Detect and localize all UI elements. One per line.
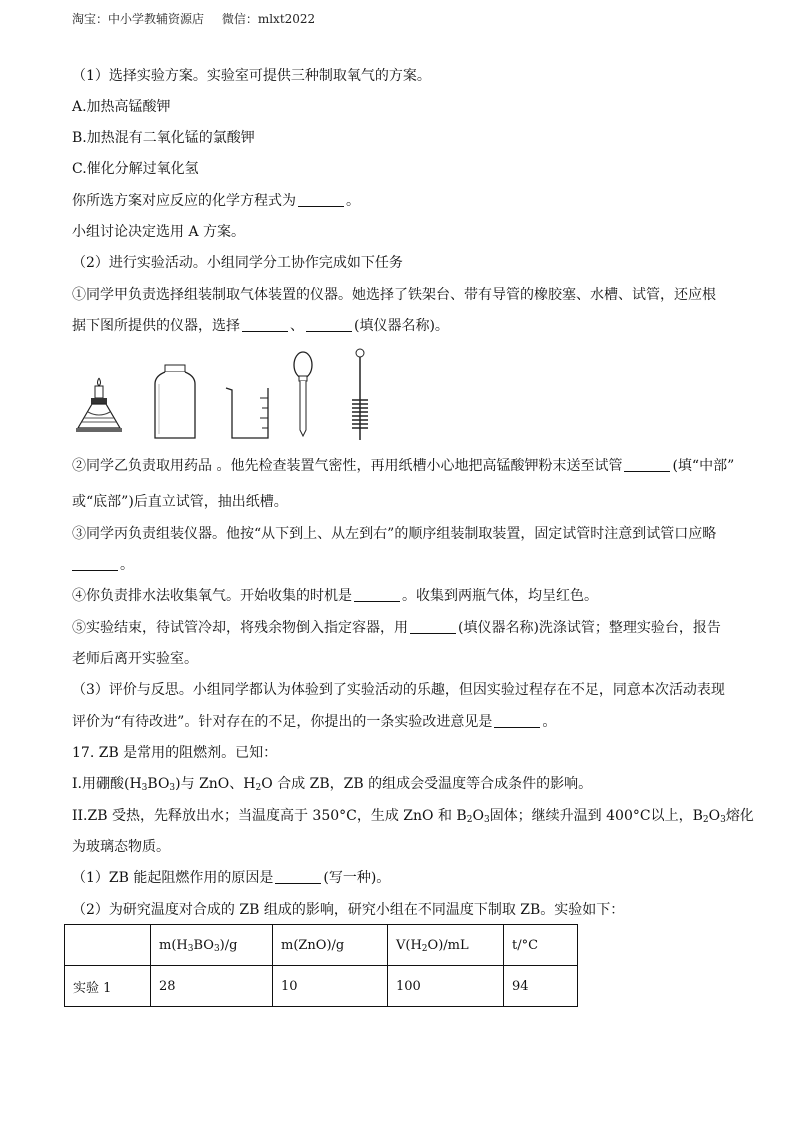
task1-line1: ①同学甲负责选择组装制取气体装置的仪器。她选择了铁架台、带有导管的橡胶塞、水槽、试管，还应根 [72, 287, 716, 303]
q16-part1: （1）选择实验方案。实验室可提供三种制取氧气的方案。 [72, 68, 431, 84]
q17-part2: （2）为研究温度对合成的 ZB 组成的影响，研究小组在不同温度下制取 ZB。实验如下： [72, 902, 625, 918]
table-cell: 100 [388, 966, 504, 1007]
reflection-line1: （3）评价与反思。小组同学都认为体验到了实验活动的乐趣，但因实验过程存在不足，同意本次活动表现 [72, 682, 725, 698]
option-b: B.加热混有二氧化锰的氯酸钾 [72, 130, 255, 146]
group-decision: 小组讨论决定选用 A 方案。 [72, 224, 246, 240]
answer-blank[interactable] [410, 619, 456, 634]
q17-part1: （1）ZB 能起阻燃作用的原因是 (写一种)。 [72, 870, 391, 886]
answer-blank[interactable] [298, 192, 344, 207]
option-a: A.加热高锰酸钾 [72, 99, 171, 115]
answer-blank[interactable] [72, 556, 118, 571]
equation-prompt: 你所选方案对应反应的化学方程式为 。 [72, 193, 360, 209]
task2-line1: ②同学乙负责取用药品 。他先检查装置气密性，再用纸槽小心地把高锰酸钾粉末送至试管 (填“中部” [72, 458, 735, 474]
table-cell: 94 [504, 966, 578, 1007]
table-header: $m(H_3BO_3)/g$ [151, 925, 273, 966]
alcohol-lamp-icon [74, 348, 124, 440]
task3-line1: ③同学丙负责组装仪器。他按“从下到上、从左到右”的顺序组装制取装置，固定试管时注意到试管口应略 [72, 526, 717, 542]
q17-title: 17. ZB 是常用的阻燃剂。已知： [72, 745, 278, 761]
answer-blank[interactable] [275, 869, 321, 884]
answer-blank[interactable] [624, 457, 670, 472]
table-cell: 实验 1 [65, 966, 151, 1007]
task5-line1: ⑤实验结束，待试管冷却，将残余物倒入指定容器，用 (填仪器名称)洗涤试管；整理实验台，报告 [72, 620, 721, 636]
task5-line2: 老师后离开实验室。 [72, 651, 198, 667]
task4-line: ④你负责排水法收集氧气。开始收集的时机是 。收集到两瓶气体，均呈红色。 [72, 588, 598, 604]
answer-blank[interactable] [242, 317, 288, 332]
wechat-id: 微信：mlxt2022 [221, 12, 316, 26]
reflection-line2: 评价为“有待改进”。针对存在的不足，你提出的一条实验改进意见是 。 [72, 714, 557, 730]
beaker-icon [224, 348, 274, 442]
task1-line2: 据下图所提供的仪器，选择 、 (填仪器名称)。 [72, 318, 449, 334]
q17-fact2-cont: 为玻璃态物质。 [72, 839, 170, 855]
q17-fact1: I.用硼酸$(H_3BO_3)$与 ZnO、$H_2O$ 合成 ZB，ZB 的组成会受温度等合成条件的影响。 [72, 776, 593, 793]
task3-line2: 。 [72, 555, 134, 575]
gas-bottle-icon [152, 348, 198, 442]
answer-blank[interactable] [354, 587, 400, 602]
table-cell: 28 [151, 966, 273, 1007]
task2-line2: 或“底部”)后直立试管，抽出纸槽。 [72, 494, 288, 510]
experiment-table [64, 924, 578, 1007]
table-cell [65, 925, 151, 966]
test-tube-brush-icon [348, 348, 372, 442]
table-header: t/°C [504, 925, 578, 966]
q16-part2: （2）进行实验活动。小组同学分工协作完成如下任务 [72, 255, 403, 271]
table-header: m(ZnO)/g [273, 925, 388, 966]
option-c: C.催化分解过氧化氢 [72, 161, 199, 177]
table-header-row [65, 925, 578, 966]
table-row [65, 966, 578, 1007]
dropper-icon [288, 348, 318, 442]
table-header: $V(H_2O)/mL$ [388, 925, 504, 966]
answer-blank[interactable] [494, 713, 540, 728]
shop-name: 淘宝：中小学教辅资源店 [72, 12, 205, 26]
answer-blank[interactable] [306, 317, 352, 332]
page-header [72, 10, 329, 27]
q17-fact2: II.ZB 受热，先释放出水；当温度高于 350°C，生成 ZnO 和 $B_2O_3$固体；继续升温到 400°C以上，$B_2O_3$熔化 [72, 808, 754, 825]
table-cell: 10 [273, 966, 388, 1007]
